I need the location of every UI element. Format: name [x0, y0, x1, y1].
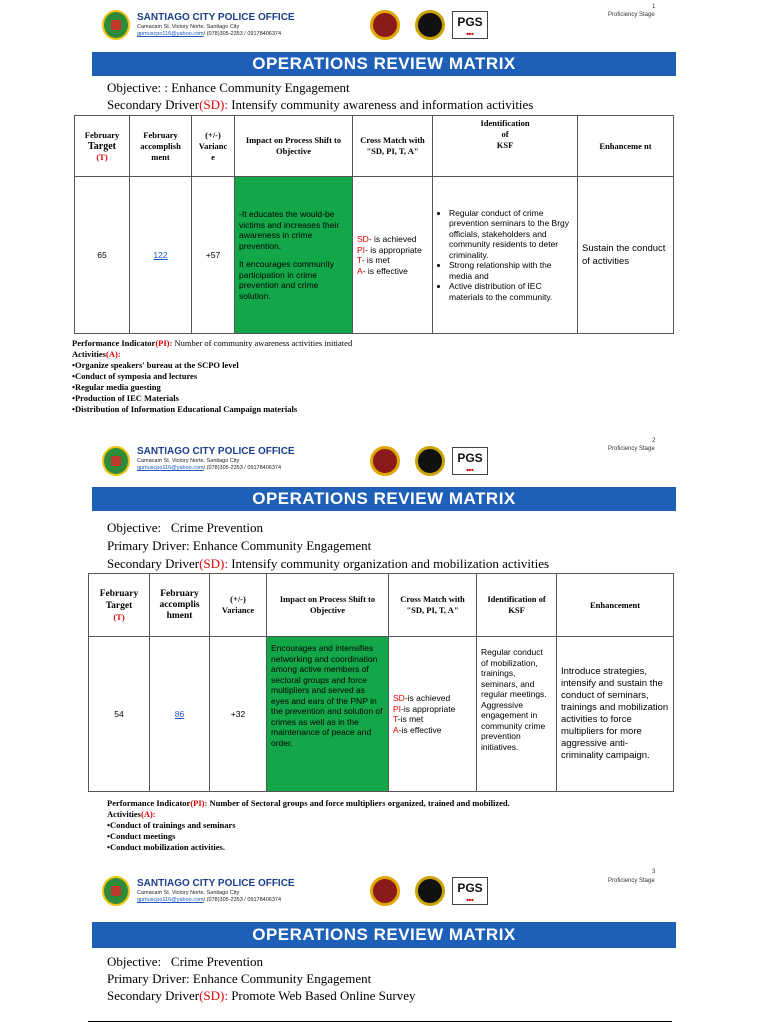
col-variance: (+/-) Varianc e	[192, 116, 235, 177]
list-item: • Regular conduct of crime prevention seminars to the Brgy officials, stakeholders and community residents to deter criminality.	[449, 208, 573, 261]
page-number: 1	[652, 4, 656, 10]
office-name: SANTIAGO CITY POLICE OFFICE	[137, 878, 295, 889]
col-impact: Impact on Process Shift to Objective	[235, 116, 353, 177]
banner-title: OPERATIONS REVIEW MATRIX	[92, 52, 676, 76]
activities-list	[72, 360, 672, 415]
impact-cell: Encourages and intensifies networking and coordination among active members of sectoral groups and force multipliers and served as eyes and ears of the PNP in the prevention and solution of crimes as well as in the maintenance of peace and order.	[267, 637, 389, 792]
pnp-seal-icon	[370, 876, 400, 906]
pgs-logo: PGS ■■■	[452, 447, 488, 475]
list-item: • Conduct of trainings and seminars	[107, 820, 667, 831]
secondary-driver: Secondary Driver(SD): Intensify community awareness and information activities	[107, 97, 534, 112]
accomplishment-value[interactable]: 86	[150, 637, 210, 792]
variance-value: +32	[210, 637, 267, 792]
col-cross-match: Cross Match with "SD, PI, T, A"	[389, 574, 477, 637]
col-target: February Target (T)	[89, 574, 150, 637]
cross-match-cell: SD- is achieved PI- is appropriate T- is met A- is effective	[353, 177, 433, 334]
page-number: 3	[652, 869, 656, 875]
orm-table	[88, 573, 674, 792]
col-ksf: Identification of KSF	[433, 116, 578, 177]
office-email[interactable]: gpmuscpo116@yahoo.com	[137, 31, 204, 37]
orm-table	[74, 115, 674, 334]
variance-value: +57	[192, 177, 235, 334]
ksf-cell	[433, 177, 578, 334]
col-target: February Target (T)	[75, 116, 130, 177]
cross-match-cell: SD-is achieved PI-is appropriate T-is met A-is effective	[389, 637, 477, 792]
performance-indicator: Performance Indicator(PI): Number of community awareness activities initiated Activities(A): • Organize speakers' bureau at the SCPO level • Conduct of symposia and lectures • Regular media guesting • Production of IEC Materials • Distribution of Information Educational Campaign materials	[72, 338, 672, 415]
col-cross-match: Cross Match with "SD, PI, T, A"	[353, 116, 433, 177]
activities-list	[107, 820, 667, 853]
col-accomplishment: February accomplis hment	[150, 574, 210, 637]
office-address: Camacam St. Victory Norte, Santiago City gpmuscpo116@yahoo.com/ (078)305-2353 / 09178406374	[137, 458, 282, 471]
stage-label: Proficiency Stage	[608, 446, 655, 452]
enhancement-cell: Introduce strategies, intensify and sustain the conduct of seminars, trainings and mobilization activities to force multipliers for more aggressive anti-criminality campaign.	[557, 637, 674, 792]
list-item: • Conduct of symposia and lectures	[72, 371, 672, 382]
enhancement-cell: Sustain the conduct of activities	[578, 177, 674, 334]
target-value: 65	[75, 177, 130, 334]
office-name: SANTIAGO CITY POLICE OFFICE	[137, 446, 295, 457]
region-seal-icon	[415, 876, 445, 906]
stage-label: Proficiency Stage	[608, 878, 655, 884]
list-item: • Distribution of Information Educational Campaign materials	[72, 404, 672, 415]
col-enhancement: Enhancement	[557, 574, 674, 637]
list-item: • Regular media guesting	[72, 382, 672, 393]
office-name: SANTIAGO CITY POLICE OFFICE	[137, 12, 295, 23]
ksf-cell: Regular conduct of mobilization, trainings, seminars, and regular meetings. Aggressive engagement in community crime prevention initiatives.	[477, 637, 557, 792]
list-item: • Strong relationship with the media and	[449, 260, 573, 281]
pnp-seal-icon	[370, 10, 400, 40]
office-address: Camacam St. Victory Norte, Santiago City gpmuscpo116@yahoo.com/ (078)305-2353 / 09178406374	[137, 890, 282, 903]
page-number: 2	[652, 438, 656, 444]
col-enhancement: Enhanceme nt	[578, 116, 674, 177]
pnp-seal-icon	[370, 446, 400, 476]
region-seal-icon	[415, 446, 445, 476]
primary-driver: Primary Driver: Enhance Community Engagement	[107, 971, 372, 986]
col-ksf: Identification of KSF	[477, 574, 557, 637]
office-email[interactable]: gpmuscpo116@yahoo.com	[137, 897, 204, 903]
table-top-border	[88, 1021, 672, 1022]
list-item: • Production of IEC Materials	[72, 393, 672, 404]
pgs-logo: PGS ■■■	[452, 877, 488, 905]
list-item: • Conduct meetings	[107, 831, 667, 842]
accomplishment-value[interactable]: 122	[130, 177, 192, 334]
scpo-logo-icon	[102, 876, 130, 906]
list-item: • Organize speakers' bureau at the SCPO level	[72, 360, 672, 371]
secondary-driver: Secondary Driver(SD): Intensify community organization and mobilization activities	[107, 556, 550, 571]
col-accomplishment: February accomplish ment	[130, 116, 192, 177]
office-email[interactable]: gpmuscpo116@yahoo.com	[137, 465, 204, 471]
impact-cell: -It educates the would-be victims and increases their awareness in crime prevention. It encourages community participation in crime prevention and crime solution.	[235, 177, 353, 334]
performance-indicator: Performance Indicator(PI): Number of Sectoral groups and force multipliers organized, trained and mobilized. Activities(A): • Conduct of trainings and seminars • Conduct meetings • Conduct mobilization activities.	[107, 798, 667, 853]
primary-driver: Primary Driver: Enhance Community Engagement	[107, 538, 372, 553]
pgs-logo: PGS ■■■	[452, 11, 488, 39]
col-variance: (+/-) Variance	[210, 574, 267, 637]
secondary-driver: Secondary Driver(SD): Promote Web Based Online Survey	[107, 988, 416, 1003]
region-seal-icon	[415, 10, 445, 40]
banner-title: OPERATIONS REVIEW MATRIX	[92, 922, 676, 948]
objective: Objective: Crime Prevention	[107, 520, 263, 535]
table-row	[89, 637, 674, 792]
list-item: • Conduct mobilization activities.	[107, 842, 667, 853]
table-row	[75, 177, 674, 334]
list-item: • Active distribution of IEC materials to the community.	[449, 281, 573, 302]
scpo-logo-icon	[102, 10, 130, 40]
scpo-logo-icon	[102, 446, 130, 476]
target-value: 54	[89, 637, 150, 792]
col-impact: Impact on Process Shift to Objective	[267, 574, 389, 637]
stage-label: Proficiency Stage	[608, 12, 655, 18]
banner-title: OPERATIONS REVIEW MATRIX	[92, 487, 676, 511]
office-address: Camacam St. Victory Norte, Santiago City gpmuscpo116@yahoo.com/ (078)305-2353 / 09178406374	[137, 24, 282, 37]
objective: Objective: Crime Prevention	[107, 954, 263, 969]
objective: Objective: : Enhance Community Engagement	[107, 80, 350, 95]
